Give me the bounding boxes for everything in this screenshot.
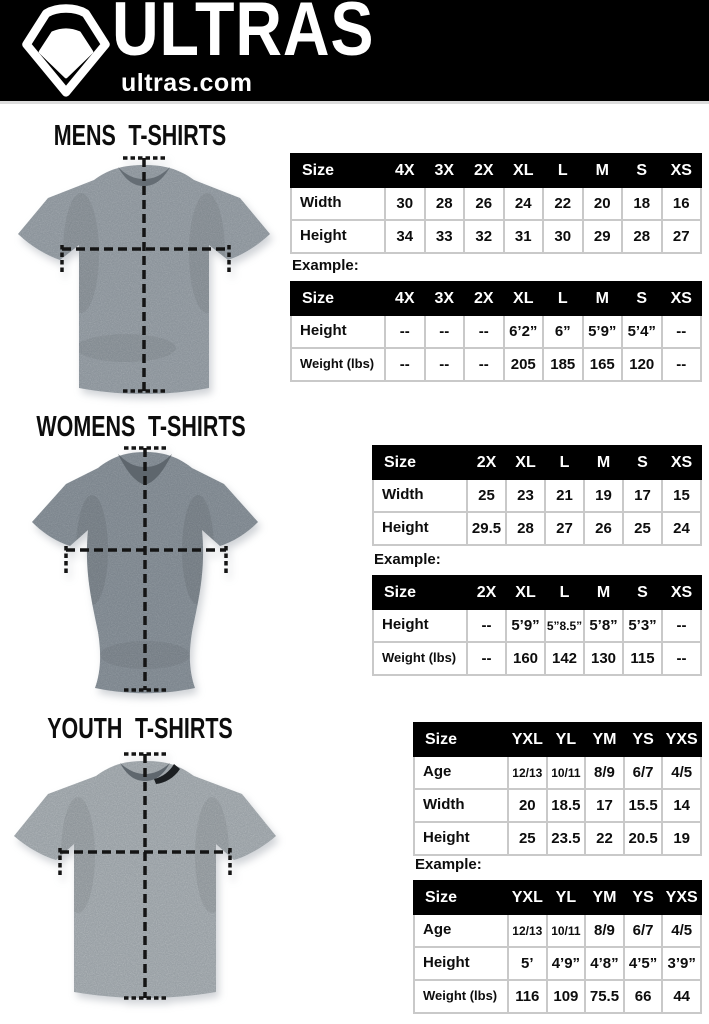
- table-cell: 28: [506, 512, 545, 545]
- column-header: L: [543, 282, 583, 315]
- column-header: XL: [504, 154, 544, 187]
- table-row: [291, 315, 701, 348]
- table-cell: --: [425, 315, 465, 348]
- table-cell: 130: [584, 642, 623, 675]
- mens-example-label: Example:: [292, 257, 359, 274]
- table-cell: --: [467, 642, 506, 675]
- column-header: 3X: [425, 282, 465, 315]
- mens-tshirt-image: [6, 148, 282, 404]
- table-cell: --: [385, 348, 425, 381]
- column-header: YXS: [662, 881, 701, 914]
- column-header: YL: [547, 723, 586, 756]
- table-cell: 26: [464, 187, 504, 220]
- table-header-row: [414, 723, 701, 756]
- table-row: [414, 980, 701, 1013]
- row-label: Height: [414, 822, 508, 855]
- womens-example-table: [372, 575, 702, 676]
- column-header: M: [584, 576, 623, 609]
- column-header: XL: [506, 446, 545, 479]
- row-label: Height: [414, 947, 508, 980]
- table-cell: 6”: [543, 315, 583, 348]
- table-cell: --: [662, 609, 701, 642]
- table-cell: 30: [385, 187, 425, 220]
- column-header: XS: [662, 576, 701, 609]
- table-cell: 185: [543, 348, 583, 381]
- table-header-row: [291, 154, 701, 187]
- column-header: Size: [291, 282, 385, 315]
- row-label: Width: [414, 789, 508, 822]
- column-header: S: [622, 154, 662, 187]
- column-header: Size: [414, 723, 508, 756]
- column-header: YXL: [508, 881, 547, 914]
- column-header: XS: [662, 154, 702, 187]
- table-row: [373, 512, 701, 545]
- table-cell: 3’9”: [662, 947, 701, 980]
- mens-example-table: [290, 281, 702, 382]
- youth-example-label: Example:: [415, 856, 482, 873]
- table-cell: 20: [508, 789, 547, 822]
- youth-example-table: [413, 880, 702, 1014]
- column-header: YXS: [662, 723, 701, 756]
- youth-section-title: YOUTH T-SHIRTS: [47, 713, 233, 745]
- row-label: Weight (lbs): [291, 348, 385, 381]
- table-cell: 6’2”: [504, 315, 544, 348]
- column-header: Size: [373, 576, 467, 609]
- table-cell: 44: [662, 980, 701, 1013]
- table-cell: 17: [623, 479, 662, 512]
- table-cell: 5’4”: [622, 315, 662, 348]
- table-cell: 20.5: [624, 822, 663, 855]
- youth-tshirt-image: [2, 740, 288, 1012]
- table-cell: 4’5”: [624, 947, 663, 980]
- table-cell: 15.5: [624, 789, 663, 822]
- row-label: Weight (lbs): [414, 980, 508, 1013]
- table-cell: 142: [545, 642, 584, 675]
- table-cell: 24: [504, 187, 544, 220]
- table-cell: 27: [545, 512, 584, 545]
- table-header-row: [291, 282, 701, 315]
- table-cell: --: [662, 315, 702, 348]
- row-label: Width: [373, 479, 467, 512]
- table-cell: 8/9: [585, 756, 624, 789]
- table-cell: 34: [385, 220, 425, 253]
- row-label: Height: [373, 609, 467, 642]
- table-cell: 25: [508, 822, 547, 855]
- table-cell: 28: [622, 220, 662, 253]
- table-cell: 4’9”: [547, 947, 586, 980]
- column-header: 2X: [464, 282, 504, 315]
- table-cell: 5’3”: [623, 609, 662, 642]
- column-header: M: [583, 154, 623, 187]
- table-cell: 19: [584, 479, 623, 512]
- table-cell: --: [385, 315, 425, 348]
- table-row: [373, 609, 701, 642]
- table-cell: 29.5: [467, 512, 506, 545]
- table-cell: 30: [543, 220, 583, 253]
- table-cell: 16: [662, 187, 702, 220]
- table-cell: 27: [662, 220, 702, 253]
- pentagon-crest-icon: [16, 4, 116, 98]
- table-cell: 10/11: [547, 756, 586, 789]
- brand-domain: ultras.com: [121, 69, 253, 97]
- table-header-row: [373, 446, 701, 479]
- table-row: [414, 789, 701, 822]
- table-cell: 75.5: [585, 980, 624, 1013]
- row-label: Width: [291, 187, 385, 220]
- column-header: XS: [662, 446, 701, 479]
- column-header: Size: [414, 881, 508, 914]
- site-header: [0, 0, 709, 104]
- column-header: XL: [504, 282, 544, 315]
- table-cell: 25: [467, 479, 506, 512]
- table-cell: 12/13: [508, 756, 547, 789]
- table-cell: --: [425, 348, 465, 381]
- table-cell: 4/5: [662, 756, 701, 789]
- table-row: [414, 822, 701, 855]
- row-label: Weight (lbs): [373, 642, 467, 675]
- table-cell: 4/5: [662, 914, 701, 947]
- table-cell: 5’9”: [506, 609, 545, 642]
- table-cell: 160: [506, 642, 545, 675]
- table-row: [291, 187, 701, 220]
- column-header: Size: [373, 446, 467, 479]
- column-header: 2X: [467, 576, 506, 609]
- column-header: XS: [662, 282, 702, 315]
- table-cell: 5”8.5”: [545, 609, 584, 642]
- table-cell: 109: [547, 980, 586, 1013]
- column-header: M: [584, 446, 623, 479]
- table-cell: 21: [545, 479, 584, 512]
- table-cell: 5’: [508, 947, 547, 980]
- table-row: [414, 756, 701, 789]
- table-row: [414, 947, 701, 980]
- column-header: S: [623, 576, 662, 609]
- row-label: Height: [373, 512, 467, 545]
- table-cell: 23: [506, 479, 545, 512]
- column-header: L: [543, 154, 583, 187]
- column-header: L: [545, 576, 584, 609]
- column-header: XL: [506, 576, 545, 609]
- table-row: [291, 348, 701, 381]
- table-header-row: [373, 576, 701, 609]
- column-header: YL: [547, 881, 586, 914]
- table-cell: 29: [583, 220, 623, 253]
- column-header: YS: [624, 723, 663, 756]
- table-cell: 12/13: [508, 914, 547, 947]
- table-cell: 19: [662, 822, 701, 855]
- table-cell: 22: [585, 822, 624, 855]
- table-cell: 25: [623, 512, 662, 545]
- table-cell: 24: [662, 512, 701, 545]
- column-header: YM: [585, 723, 624, 756]
- mens-section-title: MENS T-SHIRTS: [53, 120, 227, 152]
- table-cell: 31: [504, 220, 544, 253]
- womens-tshirt-image: [14, 440, 276, 702]
- table-cell: 116: [508, 980, 547, 1013]
- table-row: [373, 642, 701, 675]
- table-cell: 32: [464, 220, 504, 253]
- table-cell: 28: [425, 187, 465, 220]
- table-cell: 33: [425, 220, 465, 253]
- brand-name: ULTRAS: [112, 0, 375, 72]
- table-header-row: [414, 881, 701, 914]
- table-cell: --: [662, 642, 701, 675]
- table-cell: --: [464, 315, 504, 348]
- table-cell: 20: [583, 187, 623, 220]
- table-cell: 18: [622, 187, 662, 220]
- row-label: Height: [291, 220, 385, 253]
- column-header: 4X: [385, 282, 425, 315]
- table-cell: 205: [504, 348, 544, 381]
- table-cell: 66: [624, 980, 663, 1013]
- table-cell: --: [467, 609, 506, 642]
- row-label: Age: [414, 914, 508, 947]
- table-cell: 10/11: [547, 914, 586, 947]
- column-header: YM: [585, 881, 624, 914]
- womens-size-table: [372, 445, 702, 546]
- table-cell: 5’9”: [583, 315, 623, 348]
- table-cell: 8/9: [585, 914, 624, 947]
- table-cell: 15: [662, 479, 701, 512]
- table-cell: --: [464, 348, 504, 381]
- column-header: 2X: [464, 154, 504, 187]
- column-header: YS: [624, 881, 663, 914]
- table-cell: 26: [584, 512, 623, 545]
- table-row: [414, 914, 701, 947]
- column-header: S: [623, 446, 662, 479]
- table-cell: 120: [622, 348, 662, 381]
- column-header: YXL: [508, 723, 547, 756]
- column-header: 3X: [425, 154, 465, 187]
- row-label: Height: [291, 315, 385, 348]
- table-cell: 6/7: [624, 756, 663, 789]
- womens-section-title: WOMENS T-SHIRTS: [36, 411, 246, 443]
- row-label: Age: [414, 756, 508, 789]
- column-header: L: [545, 446, 584, 479]
- column-header: 2X: [467, 446, 506, 479]
- youth-size-table: [413, 722, 702, 856]
- column-header: Size: [291, 154, 385, 187]
- column-header: M: [583, 282, 623, 315]
- table-cell: 14: [662, 789, 701, 822]
- table-cell: 18.5: [547, 789, 586, 822]
- column-header: S: [622, 282, 662, 315]
- table-cell: 23.5: [547, 822, 586, 855]
- table-cell: 22: [543, 187, 583, 220]
- mens-size-table: [290, 153, 702, 254]
- table-cell: 6/7: [624, 914, 663, 947]
- table-row: [373, 479, 701, 512]
- table-cell: 115: [623, 642, 662, 675]
- table-cell: 4’8”: [585, 947, 624, 980]
- table-cell: --: [662, 348, 702, 381]
- table-cell: 17: [585, 789, 624, 822]
- column-header: 4X: [385, 154, 425, 187]
- womens-example-label: Example:: [374, 551, 441, 568]
- table-cell: 5’8”: [584, 609, 623, 642]
- table-cell: 165: [583, 348, 623, 381]
- table-row: [291, 220, 701, 253]
